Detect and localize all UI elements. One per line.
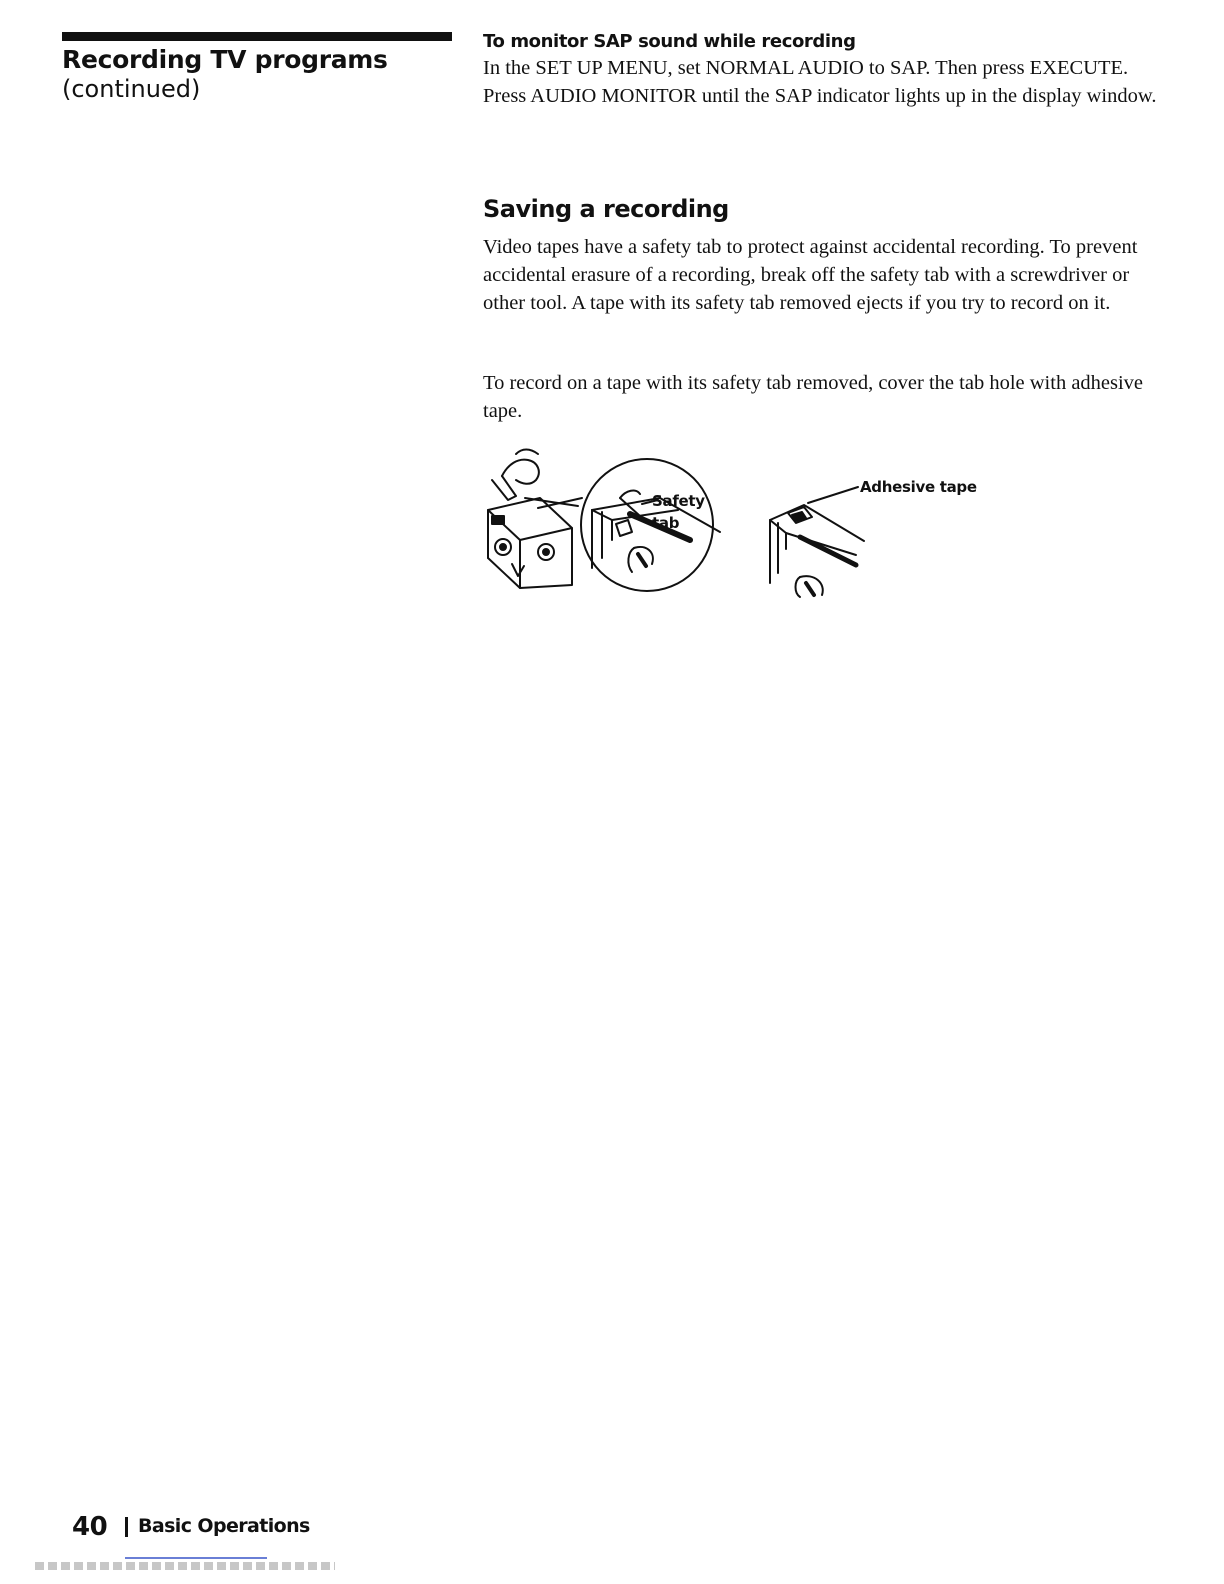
page-number: 40 — [72, 1512, 108, 1542]
saving-heading: Saving a recording — [483, 195, 729, 223]
bottom-edge-artifact — [35, 1562, 335, 1570]
safety-tab-label-line2: tab — [652, 514, 680, 532]
footer-divider — [125, 1517, 128, 1537]
section-title: Recording TV programs — [62, 45, 388, 74]
section-subtitle: (continued) — [62, 75, 201, 103]
saving-paragraph-1: Video tapes have a safety tab to protect against accidental recording. To prevent accidental erasure of a recording, break off the safety tab with a screwdriver or other tool. A tape with its safety tab removed ejects if you try to record on it. — [483, 236, 1138, 314]
safety-tab-illustration — [480, 440, 740, 605]
saving-paragraph-2: To record on a tape with its safety tab removed, cover the tab hole with adhesive tape. — [483, 372, 1144, 422]
sap-paragraph: In the SET UP MENU, set NORMAL AUDIO to SAP. Then press EXECUTE. Press AUDIO MONITOR until the SAP indicator lights up in the display window. — [483, 57, 1157, 107]
adhesive-tape-label: Adhesive tape — [860, 478, 977, 496]
safety-tab-label-line1: Safety — [652, 492, 705, 510]
bottom-edge-mark — [125, 1557, 267, 1559]
adhesive-tape-illustration — [760, 465, 990, 600]
sap-subheading: To monitor SAP sound while recording — [483, 31, 856, 52]
section-top-rule — [62, 32, 452, 41]
footer-section-name: Basic Operations — [138, 1515, 310, 1537]
